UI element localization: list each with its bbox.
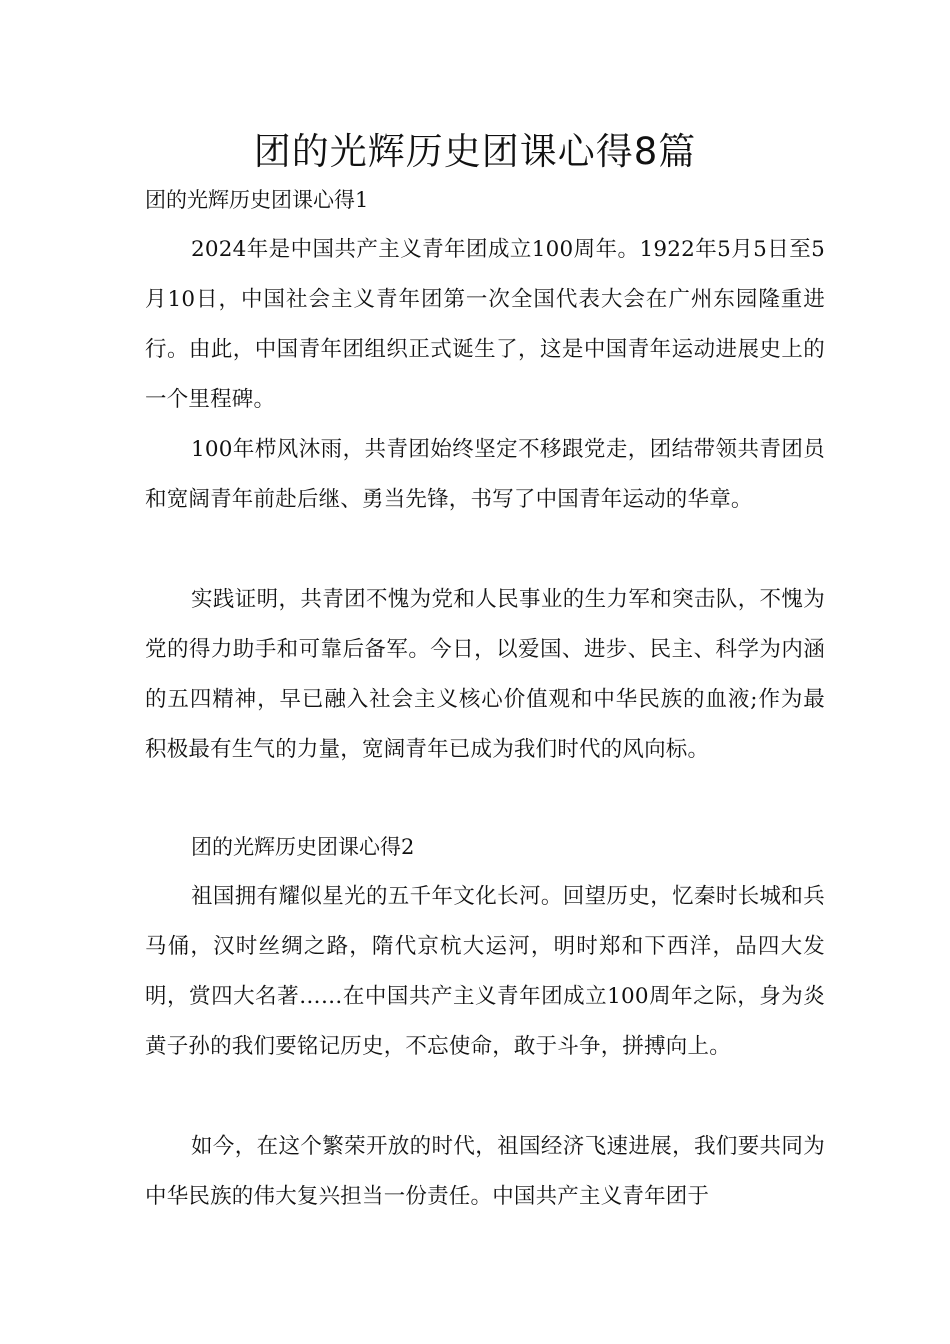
paragraph-1-2: 100年栉风沐雨，共青团始终坚定不移跟党走，团结带领共青团员和宽阔青年前赴后继、勇当先锋，书写了中国青年运动的华章。 [145,437,825,512]
section-heading-2: 团的光辉历史团课心得2 [191,835,415,859]
paragraph-2-2: 如今，在这个繁荣开放的时代，祖国经济飞速进展，我们要共同为中华民族的伟大复兴担当一份责任。中国共产主义青年团于 [145,1134,825,1209]
paragraph-2-1: 祖国拥有耀似星光的五千年文化长河。回望历史，忆秦时长城和兵马俑，汉时丝绸之路，隋代京杭大运河，明时郑和下西洋，品四大发明，赏四大名著……在中国共产主义青年团成立100周年之际，身为炎黄子孙的我们要铭记历史，不忘使命，敢于斗争，拼搏向上。 [145,884,825,1059]
paragraph-1-3: 实践证明，共青团不愧为党和人民事业的生力军和突击队，不愧为党的得力助手和可靠后备军。今日，以爱国、进步、民主、科学为内涵的五四精神，早已融入社会主义核心价值观和中华民族的血液;作为最积极最有生气的力量，宽阔青年已成为我们时代的风向标。 [145,587,825,762]
paragraph-1-1: 2024年是中国共产主义青年团成立100周年。1922年5月5日至5月10日，中国社会主义青年团第一次全国代表大会在广州东园隆重进行。由此，中国青年团组织正式诞生了，这是中国青年运动进展史上的一个里程碑。 [145,237,825,412]
document-title: 团的光辉历史团课心得8篇 [253,130,697,173]
section-heading-1: 团的光辉历史团课心得1 [145,188,369,212]
